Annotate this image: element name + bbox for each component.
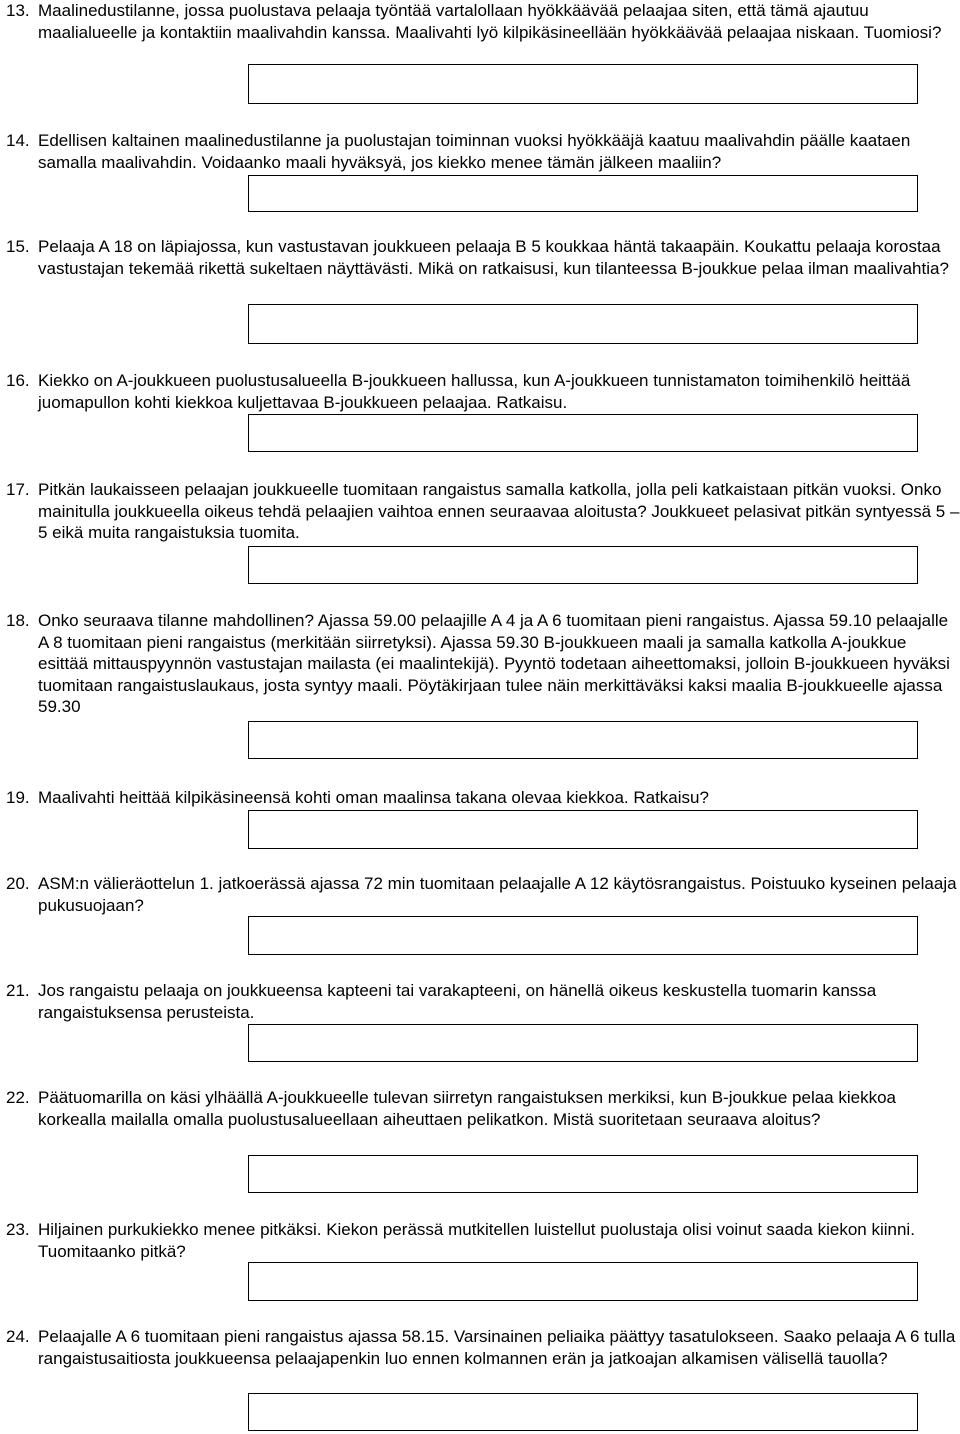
- answer-box-21[interactable]: [248, 1024, 918, 1062]
- answer-box-16[interactable]: [248, 414, 918, 452]
- question-text: Edellisen kaltainen maalinedustilanne ja puolustajan toiminnan vuoksi hyökkääjä kaatuu maalivahdin päälle kaataen samalla maalivahdin. Voidaanko maali hyväksyä, jos kiekko menee tämän jälkeen maaliin?: [38, 131, 911, 172]
- answer-box-24[interactable]: [248, 1393, 918, 1431]
- answer-box-23[interactable]: [248, 1262, 918, 1301]
- answer-box-17[interactable]: [248, 546, 918, 584]
- question-24: [0, 1326, 960, 1369]
- question-23: [0, 1219, 960, 1262]
- question-number: 17.: [6, 480, 30, 499]
- question-number: 14.: [6, 131, 30, 150]
- question-number: 21.: [6, 981, 30, 1000]
- question-22: [0, 1087, 960, 1130]
- question-20: [0, 873, 960, 916]
- answer-box-15[interactable]: [248, 304, 918, 344]
- question-number: 18.: [6, 611, 30, 630]
- question-number: 22.: [6, 1088, 30, 1107]
- answer-box-13[interactable]: [248, 64, 918, 104]
- answer-box-20[interactable]: [248, 916, 918, 955]
- question-number: 24.: [6, 1327, 30, 1346]
- question-16: [0, 370, 960, 413]
- answer-box-19[interactable]: [248, 810, 918, 849]
- question-15: [0, 236, 960, 279]
- question-19: [0, 787, 960, 809]
- answer-box-22[interactable]: [248, 1155, 918, 1193]
- answer-box-18[interactable]: [248, 721, 918, 759]
- question-number: 16.: [6, 371, 30, 390]
- question-text: Jos rangaistu pelaaja on joukkueensa kapteeni tai varakapteeni, on hänellä oikeus keskustella tuomarin kanssa rangaistuksensa perusteista.: [38, 981, 877, 1022]
- question-text: Maalivahti heittää kilpikäsineensä kohti oman maalinsa takana olevaa kiekkoa. Ratkaisu?: [38, 788, 709, 807]
- question-text: Pelaaja A 18 on läpiajossa, kun vastustavan joukkueen pelaaja B 5 koukkaa häntä takaapäin. Koukattu pelaaja korostaa vastustajan tekemää rikettä sukeltaen näyttävästi. Mikä on ratkaisusi, kun tilanteessa B-joukkue pelaa ilman maalivahtia?: [38, 237, 949, 278]
- question-21: [0, 980, 960, 1023]
- question-13: [0, 0, 960, 43]
- question-text: Kiekko on A-joukkueen puolustusalueella B-joukkueen hallussa, kun A-joukkueen tunnistamaton toimihenkilö heittää juomapullon kohti kiekkoa kuljettavaa B-joukkueen pelaajaa. Ratkaisu.: [38, 371, 911, 412]
- question-number: 19.: [6, 788, 30, 807]
- question-text: Onko seuraava tilanne mahdollinen? Ajassa 59.00 pelaajille A 4 ja A 6 tuomitaan pieni rangaistus. Ajassa 59.10 pelaajalle A 8 tuomitaan pieni rangaistus (merkitään siirretyksi). Ajassa 59.30 B-joukkueen maali ja samalla katkolla A-joukkue esittää mittauspyynnön vastustajan mailasta (ei maalintekijä). Pyyntö todetaan aiheettomaksi, jolloin B-joukkueen hyväksi tuomitaan rangaistuslaukaus, josta syntyy maali. Pöytäkirjaan tulee näin merkittäväksi kaksi maalia B-joukkueelle ajassa 59.30: [38, 611, 950, 716]
- question-text: Päätuomarilla on käsi ylhäällä A-joukkueelle tulevan siirretyn rangaistuksen merkiksi, kun B-joukkue pelaa kiekkoa korkealla mailalla omalla puolustusalueellaan aiheuttaen pelikatkon. Mistä suoritetaan seuraava aloitus?: [38, 1088, 896, 1129]
- answer-box-14[interactable]: [248, 175, 918, 212]
- question-number: 13.: [6, 1, 30, 20]
- question-number: 23.: [6, 1220, 30, 1239]
- question-number: 20.: [6, 874, 30, 893]
- question-17: [0, 479, 960, 544]
- question-text: ASM:n välieräottelun 1. jatkoerässä ajassa 72 min tuomitaan pelaajalle A 12 käytösrangaistus. Poistuuko kyseinen pelaaja pukusuojaan?: [38, 874, 957, 915]
- question-text: Maalinedustilanne, jossa puolustava pelaaja työntää vartalollaan hyökkäävää pelaajaa siten, että tämä ajautuu maalialueelle ja kontaktiin maalivahdin kanssa. Maalivahti lyö kilpikäsineellään hyökkäävää pelaajaa niskaan. Tuomiosi?: [38, 1, 942, 42]
- question-text: Pelaajalle A 6 tuomitaan pieni rangaistus ajassa 58.15. Varsinainen peliaika päättyy tasatulokseen. Saako pelaaja A 6 tulla rangaistusaitiosta joukkueensa pelaajapenkin luo ennen kolmannen erän ja jatkoajan alkamisen välisellä tauolla?: [38, 1327, 956, 1368]
- question-text: Pitkän laukaisseen pelaajan joukkueelle tuomitaan rangaistus samalla katkolla, jolla peli katkaistaan pitkän vuoksi. Onko mainitulla joukkueella oikeus tehdä pelaajien vaihtoa ennen seuraavaa aloitusta? Joukkueet pelasivat pitkän syntyessä 5 – 5 eikä muita rangaistuksia tuomita.: [38, 480, 960, 542]
- question-18: [0, 610, 960, 718]
- question-text: Hiljainen purkukiekko menee pitkäksi. Kiekon perässä mutkitellen luistellut puolustaja olisi voinut saada kiekon kiinni. Tuomitaanko pitkä?: [38, 1220, 915, 1261]
- question-number: 15.: [6, 237, 30, 256]
- question-14: [0, 130, 960, 173]
